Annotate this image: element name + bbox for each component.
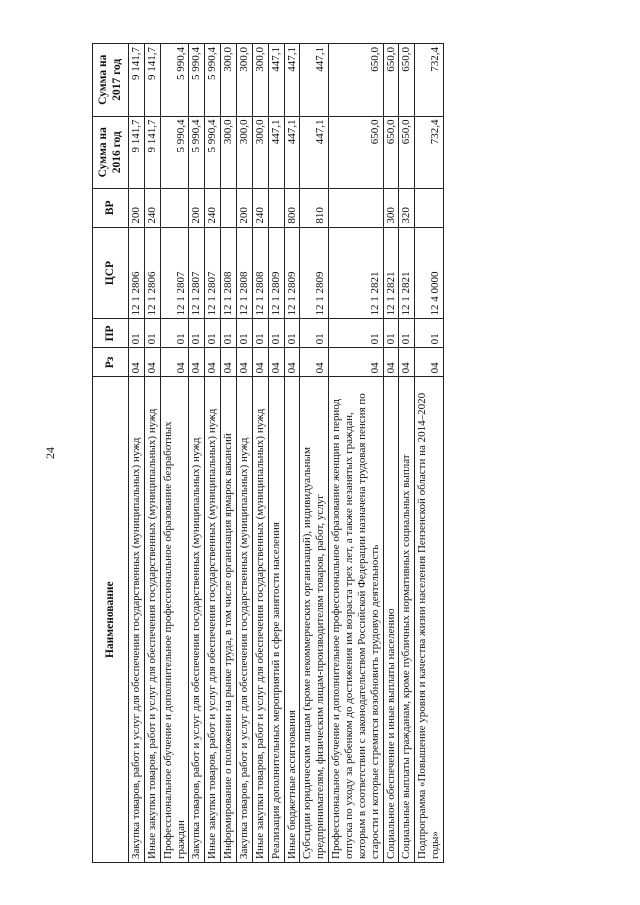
cell-name: Иные закупки товаров, работ и услуг для обеспечения государственных (муниципальных) нужд — [205, 377, 221, 863]
cell-rz: 04 — [300, 348, 329, 377]
cell-rz: 04 — [268, 348, 284, 377]
cell-sum2016: 732,4 — [415, 116, 444, 188]
header-pr: ПР — [93, 319, 129, 348]
cell-pr: 01 — [160, 319, 189, 348]
cell-rz: 04 — [284, 348, 300, 377]
cell-sum2017: 5 990,4 — [160, 44, 189, 117]
cell-vr: 320 — [399, 189, 415, 228]
table-row — [189, 44, 205, 863]
cell-vr — [160, 189, 189, 228]
cell-sum2016: 650,0 — [399, 116, 415, 188]
cell-rz: 04 — [129, 348, 145, 377]
table-header-row — [93, 44, 129, 863]
cell-pr: 01 — [189, 319, 205, 348]
header-name: Наименование — [93, 377, 129, 863]
cell-sum2016: 5 990,4 — [160, 116, 189, 188]
cell-name: Субсидии юридическим лицам (кроме некоммерческих организаций), индивидуальным предпринимателям, физическим лицам-производителям товаров, работ, услуг — [300, 377, 329, 863]
rotated-content — [92, 43, 572, 863]
cell-name: Иные закупки товаров, работ и услуг для обеспечения государственных (муниципальных) нужд — [144, 377, 160, 863]
cell-vr: 240 — [252, 189, 268, 228]
table-row — [144, 44, 160, 863]
cell-name: Социальное обеспечение и иные выплаты населению — [383, 377, 399, 863]
cell-name: Иные бюджетные ассигнования — [284, 377, 300, 863]
header-rz: Рз — [93, 348, 129, 377]
cell-sum2017: 732,4 — [415, 44, 444, 117]
cell-vr: 240 — [205, 189, 221, 228]
cell-rz: 04 — [221, 348, 237, 377]
cell-pr: 01 — [129, 319, 145, 348]
cell-sum2016: 650,0 — [383, 116, 399, 188]
cell-name: Профессиональное обучение и дополнительное профессиональное образование женщин в период отпуска по уходу за ребенком до достижения им возраста трех лет, а также незанятых граждан, которым в соответствии с законодательством Российской Федерации назначена трудовая пенсия по старости и которые стремятся возобновить трудовую деятельность — [329, 377, 383, 863]
cell-sum2017: 300,0 — [237, 44, 253, 117]
cell-name: Закупка товаров, работ и услуг для обеспечения государственных (муниципальных) нужд — [129, 377, 145, 863]
header-csr: ЦСР — [93, 227, 129, 319]
cell-pr: 01 — [284, 319, 300, 348]
cell-vr: 200 — [129, 189, 145, 228]
cell-pr: 01 — [221, 319, 237, 348]
cell-sum2017: 300,0 — [252, 44, 268, 117]
cell-sum2017: 5 990,4 — [205, 44, 221, 117]
cell-rz: 04 — [252, 348, 268, 377]
table-row — [205, 44, 221, 863]
cell-csr: 12 1 2806 — [129, 227, 145, 319]
cell-name: Подпрограмма «Повышение уровня и качества жизни населения Пензенской области на 2014–2020 годы» — [415, 377, 444, 863]
cell-csr: 12 1 2821 — [399, 227, 415, 319]
cell-csr: 12 1 2806 — [144, 227, 160, 319]
cell-vr: 810 — [300, 189, 329, 228]
cell-pr: 01 — [252, 319, 268, 348]
cell-rz: 04 — [399, 348, 415, 377]
cell-name: Закупка товаров, работ и услуг для обеспечения государственных (муниципальных) нужд — [189, 377, 205, 863]
table-row — [300, 44, 329, 863]
cell-rz: 04 — [144, 348, 160, 377]
cell-pr: 01 — [205, 319, 221, 348]
cell-vr — [268, 189, 284, 228]
cell-sum2017: 9 141,7 — [144, 44, 160, 117]
rotated-page — [92, 43, 572, 863]
cell-csr: 12 1 2808 — [237, 227, 253, 319]
cell-name: Социальные выплаты гражданам, кроме публичных нормативных социальных выплат — [399, 377, 415, 863]
table-row — [329, 44, 383, 863]
cell-csr: 12 1 2809 — [284, 227, 300, 319]
cell-sum2017: 5 990,4 — [189, 44, 205, 117]
cell-pr: 01 — [399, 319, 415, 348]
cell-csr: 12 1 2821 — [329, 227, 383, 319]
cell-sum2016: 447,1 — [268, 116, 284, 188]
cell-name: Закупка товаров, работ и услуг для обеспечения государственных (муниципальных) нужд — [237, 377, 253, 863]
cell-pr: 01 — [329, 319, 383, 348]
cell-rz: 04 — [189, 348, 205, 377]
cell-vr — [221, 189, 237, 228]
cell-csr: 12 1 2808 — [221, 227, 237, 319]
cell-csr: 12 1 2807 — [160, 227, 189, 319]
cell-sum2016: 5 990,4 — [189, 116, 205, 188]
cell-rz: 04 — [383, 348, 399, 377]
cell-sum2017: 447,1 — [284, 44, 300, 117]
cell-sum2016: 650,0 — [329, 116, 383, 188]
table-row — [415, 44, 444, 863]
cell-sum2017: 650,0 — [399, 44, 415, 117]
table-row — [237, 44, 253, 863]
cell-sum2016: 300,0 — [221, 116, 237, 188]
table-row — [399, 44, 415, 863]
cell-sum2017: 447,1 — [268, 44, 284, 117]
cell-sum2016: 300,0 — [252, 116, 268, 188]
cell-vr: 200 — [237, 189, 253, 228]
cell-sum2017: 650,0 — [383, 44, 399, 117]
cell-pr: 01 — [237, 319, 253, 348]
cell-sum2016: 5 990,4 — [205, 116, 221, 188]
table-row — [268, 44, 284, 863]
cell-csr: 12 1 2807 — [205, 227, 221, 319]
cell-rz: 04 — [160, 348, 189, 377]
cell-sum2016: 300,0 — [237, 116, 253, 188]
cell-pr: 01 — [415, 319, 444, 348]
table-row — [252, 44, 268, 863]
cell-sum2017: 650,0 — [329, 44, 383, 117]
cell-rz: 04 — [415, 348, 444, 377]
cell-name: Профессиональное обучение и дополнительное профессиональное образование безработных граждан — [160, 377, 189, 863]
cell-vr: 240 — [144, 189, 160, 228]
cell-csr: 12 1 2809 — [300, 227, 329, 319]
cell-csr: 12 1 2809 — [268, 227, 284, 319]
cell-vr — [415, 189, 444, 228]
table-row — [284, 44, 300, 863]
table-row — [221, 44, 237, 863]
cell-csr: 12 4 0000 — [415, 227, 444, 319]
cell-sum2016: 447,1 — [300, 116, 329, 188]
cell-rz: 04 — [329, 348, 383, 377]
cell-csr: 12 1 2821 — [383, 227, 399, 319]
header-sum-2016: Сумма на 2016 год — [93, 116, 129, 188]
page-number: 24 — [43, 447, 57, 459]
cell-sum2017: 447,1 — [300, 44, 329, 117]
cell-sum2016: 447,1 — [284, 116, 300, 188]
table-row — [383, 44, 399, 863]
cell-name: Информирование о положении на рынке труда, в том числе организация ярмарок вакансий — [221, 377, 237, 863]
cell-vr: 200 — [189, 189, 205, 228]
cell-rz: 04 — [205, 348, 221, 377]
cell-pr: 01 — [268, 319, 284, 348]
cell-vr: 300 — [383, 189, 399, 228]
cell-sum2016: 9 141,7 — [144, 116, 160, 188]
table-row — [160, 44, 189, 863]
header-sum-2017: Сумма на 2017 год — [93, 44, 129, 117]
table-row — [129, 44, 145, 863]
cell-vr — [329, 189, 383, 228]
cell-pr: 01 — [144, 319, 160, 348]
cell-sum2016: 9 141,7 — [129, 116, 145, 188]
cell-pr: 01 — [300, 319, 329, 348]
cell-sum2017: 300,0 — [221, 44, 237, 117]
budget-table — [92, 43, 444, 863]
cell-sum2017: 9 141,7 — [129, 44, 145, 117]
header-vr: ВР — [93, 189, 129, 228]
cell-csr: 12 1 2807 — [189, 227, 205, 319]
cell-rz: 04 — [237, 348, 253, 377]
cell-csr: 12 1 2808 — [252, 227, 268, 319]
cell-vr: 800 — [284, 189, 300, 228]
cell-pr: 01 — [383, 319, 399, 348]
table-body — [129, 44, 444, 863]
cell-name: Реализация дополнительных мероприятий в сфере занятости населения — [268, 377, 284, 863]
cell-name: Иные закупки товаров, работ и услуг для обеспечения государственных (муниципальных) нужд — [252, 377, 268, 863]
